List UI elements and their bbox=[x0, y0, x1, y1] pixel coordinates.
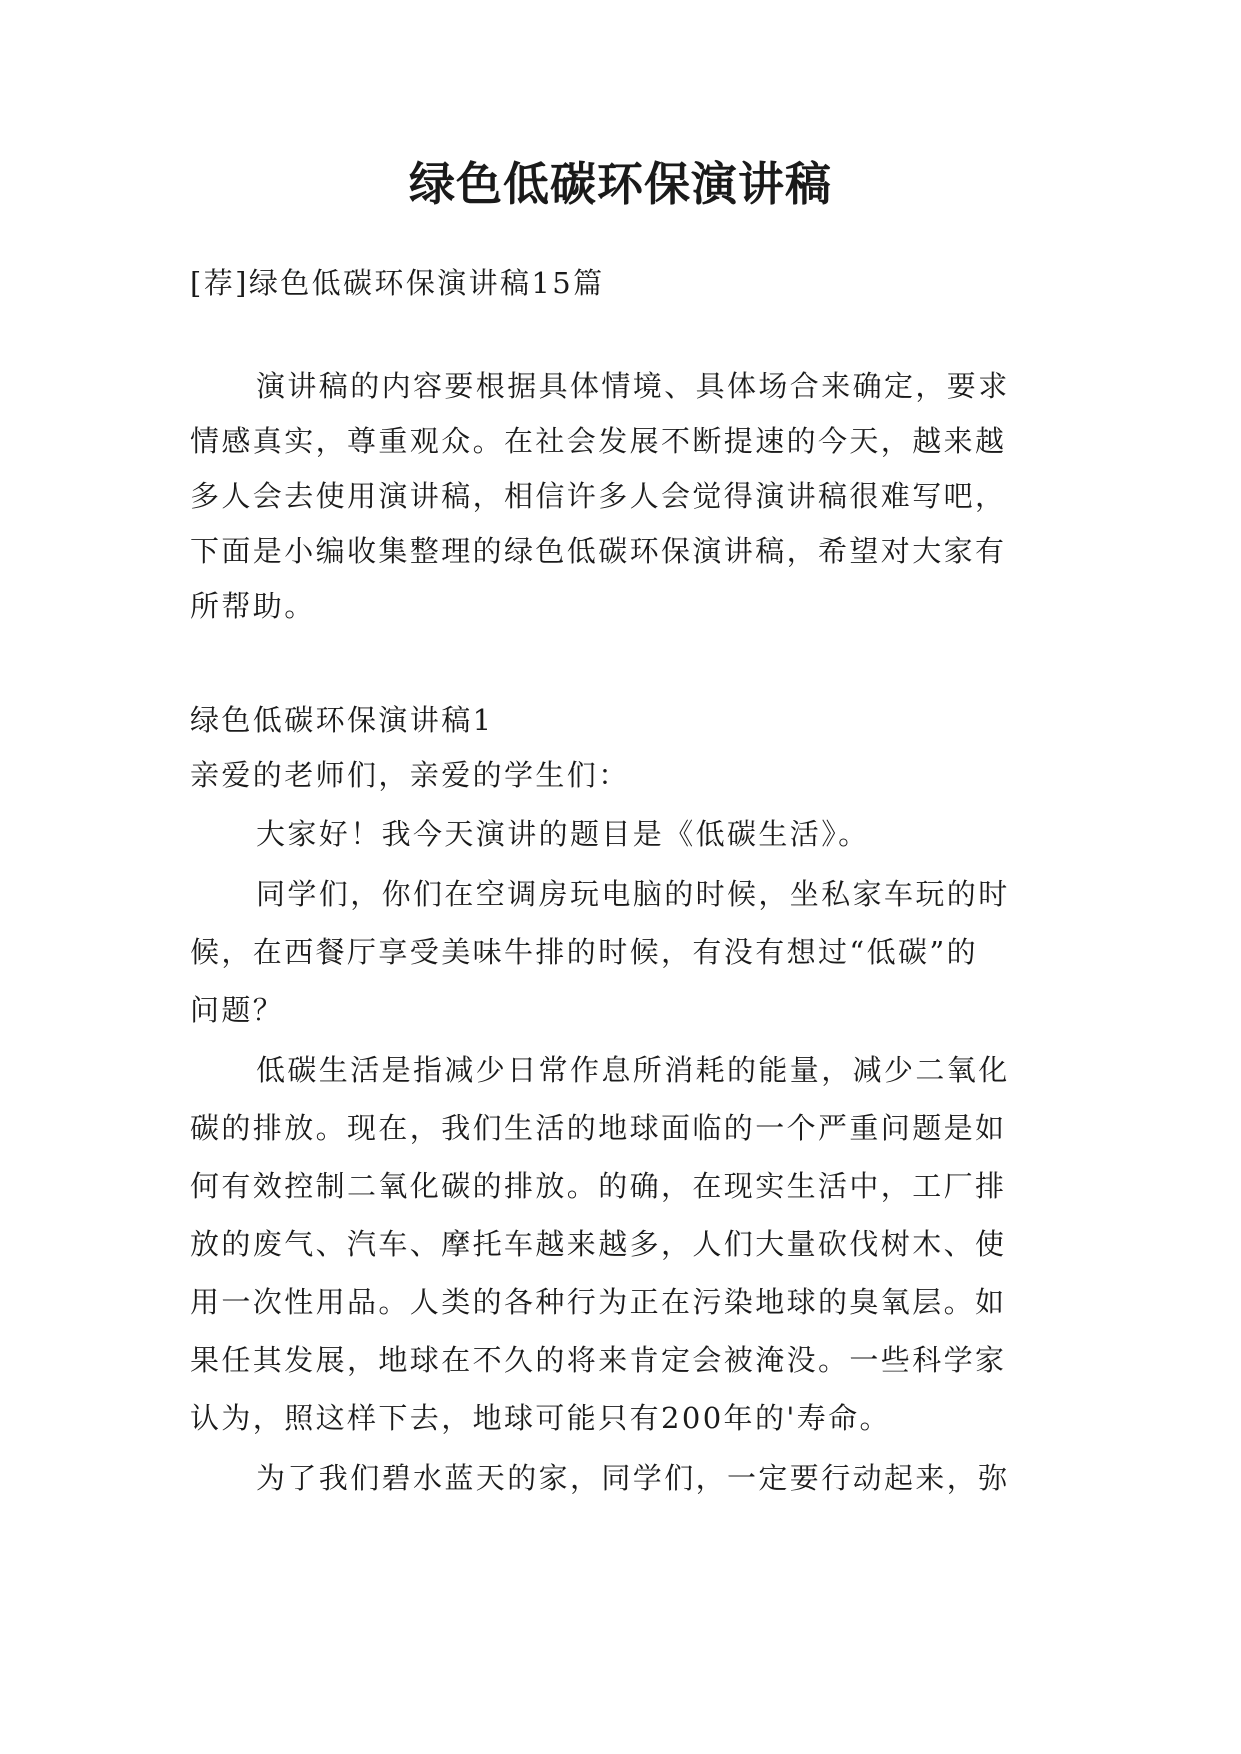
intro-line-3: 多人会去使用演讲稿，相信许多人会觉得演讲稿很难写吧， bbox=[190, 479, 1007, 513]
salutation: 亲爱的老师们，亲爱的学生们： bbox=[190, 758, 630, 792]
intro-line-1: 演讲稿的内容要根据具体情境、具体场合来确定，要求 bbox=[256, 369, 1010, 403]
para2-line-3: 何有效控制二氧化碳的排放。的确，在现实生活中，工厂排 bbox=[190, 1169, 1007, 1203]
intro-line-5: 所帮助。 bbox=[190, 589, 316, 623]
para2-line-6: 果任其发展，地球在不久的将来肯定会被淹没。一些科学家 bbox=[190, 1343, 1007, 1377]
section-heading: 绿色低碳环保演讲稿1 bbox=[190, 703, 494, 737]
intro-line-4: 下面是小编收集整理的绿色低碳环保演讲稿，希望对大家有 bbox=[190, 534, 1007, 568]
para2-line-5: 用一次性用品。人类的各种行为正在污染地球的臭氧层。如 bbox=[190, 1285, 1007, 1319]
para1-line-3: 问题？ bbox=[190, 993, 285, 1027]
greeting: 大家好！我今天演讲的题目是《低碳生活》。 bbox=[256, 817, 870, 851]
para2-line-7: 认为，照这样下去，地球可能只有200年的'寿命。 bbox=[190, 1401, 891, 1435]
para1-line-2: 候，在西餐厅享受美味牛排的时候，有没有想过“低碳”的 bbox=[190, 935, 979, 969]
intro-line-2: 情感真实，尊重观众。在社会发展不断提速的今天，越来越 bbox=[190, 424, 1007, 458]
document-title: 绿色低碳环保演讲稿 bbox=[409, 157, 832, 211]
para2-line-2: 碳的排放。现在，我们生活的地球面临的一个严重问题是如 bbox=[190, 1111, 1007, 1145]
para1-line-1: 同学们，你们在空调房玩电脑的时候，坐私家车玩的时 bbox=[256, 877, 1010, 911]
para2-line-1: 低碳生活是指减少日常作息所消耗的能量，减少二氧化 bbox=[256, 1053, 1010, 1087]
para2-line-4: 放的废气、汽车、摩托车越来越多，人们大量砍伐树木、使 bbox=[190, 1227, 1007, 1261]
document-subtitle: [荐]绿色低碳环保演讲稿15篇 bbox=[190, 266, 605, 300]
para3-line-1: 为了我们碧水蓝天的家，同学们，一定要行动起来，弥 bbox=[256, 1461, 1010, 1495]
